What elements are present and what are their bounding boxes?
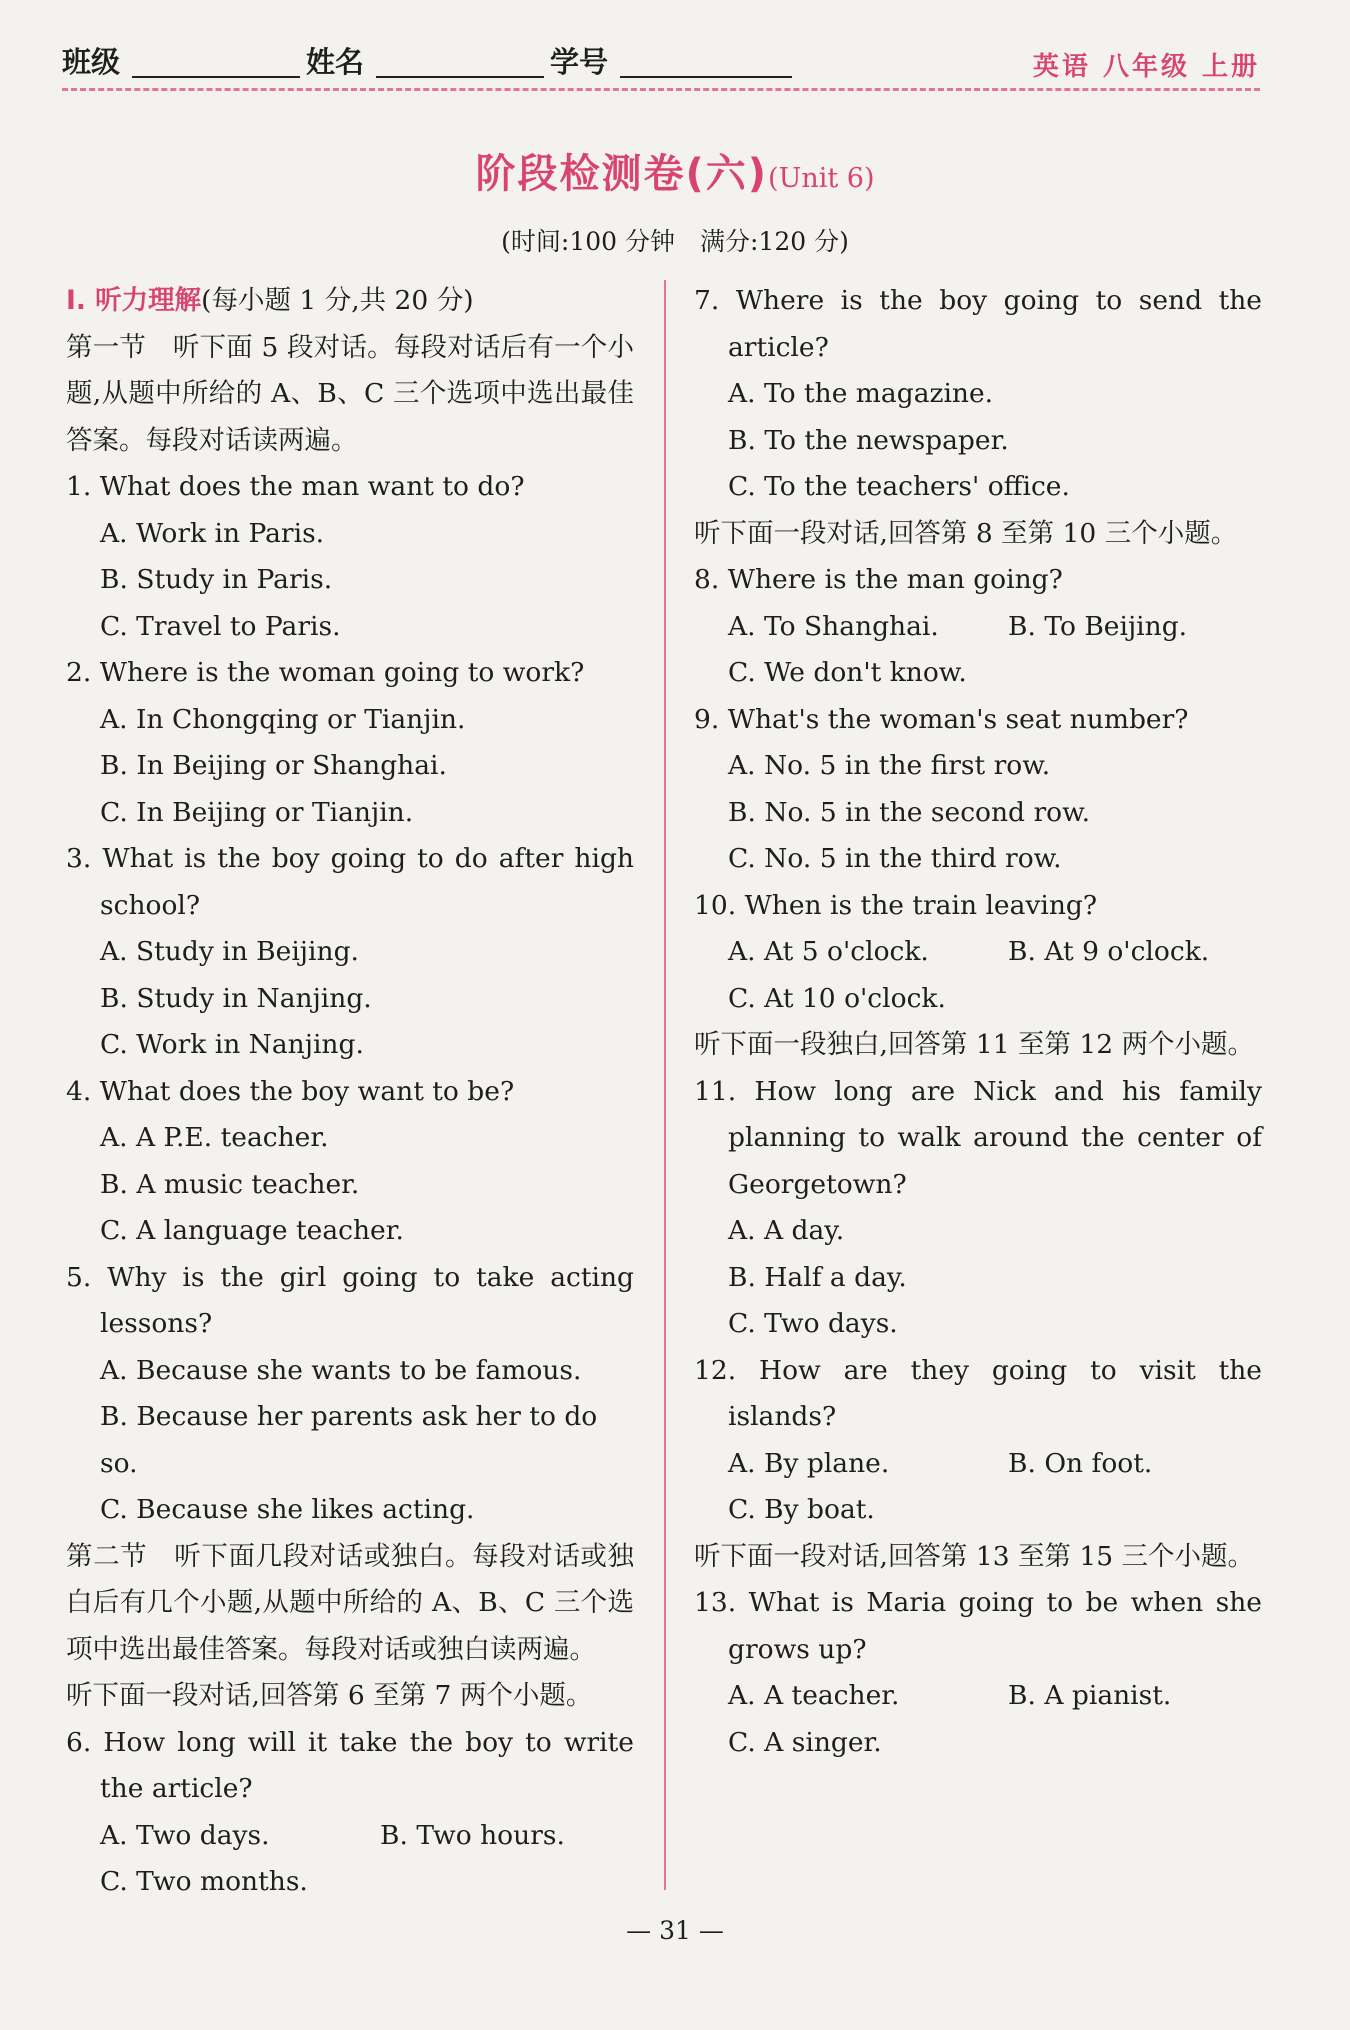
question-7: 7. Where is the boy going to send the article? — [694, 285, 1262, 363]
part1-instructions: 第一节 听下面 5 段对话。每段对话后有一个小题,从题中所给的 A、B、C 三个选项中选出最佳答案。每段对话读两遍。 — [66, 331, 634, 456]
q4-option-a[interactable]: A. A P.E. teacher. — [100, 1122, 329, 1153]
section-title: Ⅰ. 听力理解 — [66, 285, 202, 316]
q12-options-row — [694, 1441, 1262, 1488]
q3-option-c[interactable]: C. Work in Nanjing. — [100, 1029, 364, 1060]
column-divider — [664, 280, 666, 1890]
q11-option-b[interactable]: B. Half a day. — [728, 1261, 907, 1293]
q2-option-c[interactable]: C. In Beijing or Tianjin. — [100, 796, 414, 828]
q3-option-b[interactable]: B. Study in Nanjing. — [100, 982, 372, 1014]
instruction-q11-12: 听下面一段独白,回答第 11 至第 12 两个小题。 — [694, 1029, 1255, 1060]
q5-option-c[interactable]: C. Because she likes acting. — [100, 1494, 475, 1525]
question-13: 13. What is Maria going to be when she grows up? — [694, 1587, 1262, 1665]
q4-option-b[interactable]: B. A music teacher. — [100, 1168, 360, 1200]
q1-option-b[interactable]: B. Study in Paris. — [100, 564, 333, 595]
q10-option-b[interactable]: B. At 9 o'clock. — [1008, 936, 1210, 967]
q7-option-a[interactable]: A. To the magazine. — [728, 378, 994, 409]
section-points: (每小题 1 分,共 20 分) — [201, 285, 474, 316]
page-title — [0, 142, 1350, 199]
right-column — [694, 278, 1262, 1766]
q6-option-a[interactable]: A. Two days. — [100, 1819, 270, 1851]
q13-options-row — [694, 1673, 1262, 1720]
q8-option-a[interactable]: A. To Shanghai. — [728, 610, 939, 642]
question-1: 1. What does the man want to do? — [66, 471, 525, 502]
subject-label: 英语 八年级 上册 — [1032, 52, 1260, 82]
student-id-blank[interactable] — [620, 76, 792, 78]
question-6: 6. How long will it take the boy to write the article? — [66, 1726, 634, 1804]
instruction-q6-7: 听下面一段对话,回答第 6 至第 7 两个小题。 — [66, 1680, 593, 1711]
q7-option-c[interactable]: C. To the teachers' office. — [728, 471, 1070, 502]
page-number: — 31 — — [626, 1916, 724, 1945]
q13-option-b[interactable]: B. A pianist. — [1008, 1680, 1172, 1711]
q6-option-c[interactable]: C. Two months. — [100, 1866, 308, 1897]
q12-option-b[interactable]: B. On foot. — [1008, 1447, 1153, 1479]
question-5: 5. Why is the girl going to take acting lessons? — [66, 1261, 634, 1339]
class-blank[interactable] — [132, 76, 300, 78]
q5-option-a[interactable]: A. Because she wants to be famous. — [100, 1354, 582, 1386]
question-8: 8. Where is the man going? — [694, 564, 1063, 595]
instruction-q8-10: 听下面一段对话,回答第 8 至第 10 三个小题。 — [694, 517, 1238, 549]
question-10: 10. When is the train leaving? — [694, 889, 1098, 921]
q9-option-a[interactable]: A. No. 5 in the first row. — [728, 750, 1051, 781]
q6-option-b[interactable]: B. Two hours. — [380, 1819, 565, 1851]
instruction-q13-15: 听下面一段对话,回答第 13 至第 15 三个小题。 — [694, 1540, 1255, 1572]
student-id-label: 学号 — [550, 45, 609, 79]
class-label: 班级 — [62, 45, 121, 79]
q8-option-b[interactable]: B. To Beijing. — [1008, 610, 1188, 642]
q11-option-c[interactable]: C. Two days. — [728, 1308, 898, 1339]
q9-option-b[interactable]: B. No. 5 in the second row. — [728, 796, 1091, 828]
q4-option-c[interactable]: C. A language teacher. — [100, 1215, 404, 1246]
part2-instructions: 第二节 听下面几段对话或独白。每段对话或独白后有几个小题,从题中所给的 A、B、C 三个选项中选出最佳答案。每段对话或独白读两遍。 — [66, 1540, 634, 1665]
q9-option-c[interactable]: C. No. 5 in the third row. — [728, 843, 1062, 874]
left-column — [66, 278, 634, 1906]
q6-options-row — [66, 1813, 634, 1860]
q8-options-row — [694, 604, 1262, 651]
time-score-info: (时间:100 分钟 满分:120 分) — [501, 227, 849, 256]
q1-option-c[interactable]: C. Travel to Paris. — [100, 610, 341, 642]
question-3: 3. What is the boy going to do after high school? — [66, 843, 634, 921]
page-header — [62, 36, 1260, 91]
question-4: 4. What does the boy want to be? — [66, 1075, 515, 1107]
q3-option-a[interactable]: A. Study in Beijing. — [100, 936, 359, 967]
q2-option-b[interactable]: B. In Beijing or Shanghai. — [100, 750, 447, 781]
question-11: 11. How long are Nick and his family planning to walk around the center of Georgetown? — [694, 1075, 1262, 1200]
q2-option-a[interactable]: A. In Chongqing or Tianjin. — [100, 703, 466, 735]
q1-option-a[interactable]: A. Work in Paris. — [100, 517, 325, 549]
q12-option-c[interactable]: C. By boat. — [728, 1494, 875, 1525]
q7-option-b[interactable]: B. To the newspaper. — [728, 424, 1009, 456]
q10-option-c[interactable]: C. At 10 o'clock. — [728, 982, 946, 1014]
name-blank[interactable] — [376, 76, 544, 78]
title-main: 阶段检测卷(六) — [475, 151, 769, 197]
question-9: 9. What's the woman's seat number? — [694, 703, 1189, 735]
q10-option-a[interactable]: A. At 5 o'clock. — [728, 936, 929, 967]
section-heading — [66, 278, 634, 325]
question-2: 2. Where is the woman going to work? — [66, 657, 585, 688]
title-unit: (Unit 6) — [768, 163, 875, 194]
q5-option-b[interactable]: B. Because her parents ask her to do so. — [100, 1401, 598, 1479]
q10-options-row — [694, 929, 1262, 976]
question-12: 12. How are they going to visit the islands? — [694, 1354, 1262, 1432]
name-label: 姓名 — [306, 45, 365, 79]
q13-option-c[interactable]: C. A singer. — [728, 1726, 882, 1758]
q12-option-a[interactable]: A. By plane. — [728, 1447, 890, 1479]
q8-option-c[interactable]: C. We don't know. — [728, 657, 967, 688]
q13-option-a[interactable]: A. A teacher. — [728, 1680, 900, 1711]
q11-option-a[interactable]: A. A day. — [728, 1215, 845, 1246]
